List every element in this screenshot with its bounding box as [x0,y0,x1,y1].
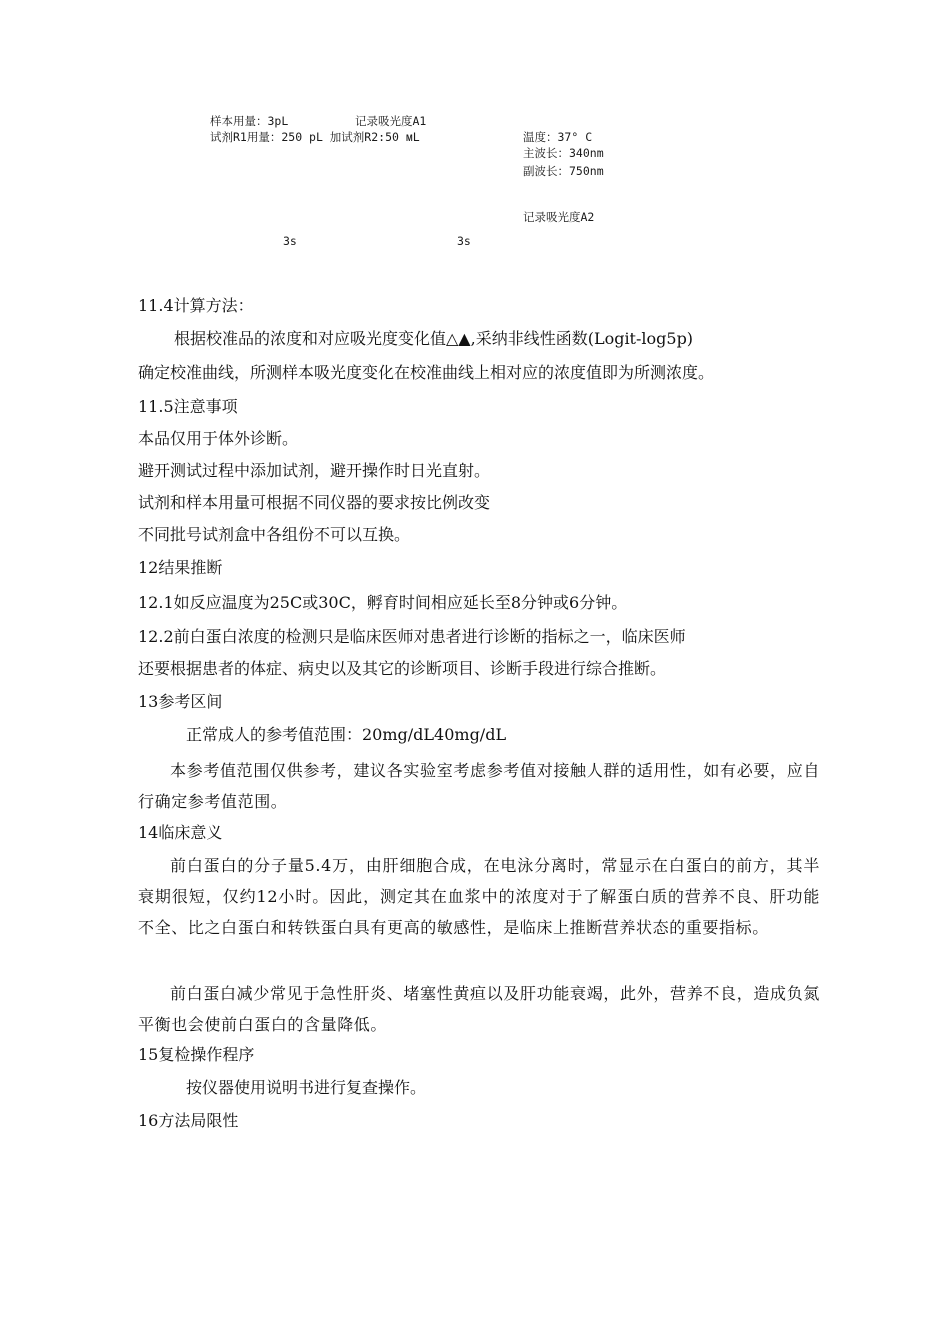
reference-range-text: 正常成人的参考值范围：20mg/dL40mg/dL [186,725,507,744]
section-12-heading: 12结果推断 [138,558,223,577]
section-14-heading: 14临床意义 [138,823,223,842]
precaution-item: 试剂和样本用量可根据不同仪器的要求按比例改变 [138,493,491,512]
record-a1-label: 记录吸光度A1 [355,114,427,128]
reagent-r1-label: 试剂R1用量：250 pL 加试剂R2:50 ᴍL [210,130,420,144]
reference-note-paragraph: 本参考值范围仅供参考，建议各实验室考虑参考值对接触人群的适用性，如有必要，应自行确定参考值范围。 [138,761,820,811]
section-11-4-line-1: 根据校准品的浓度和对应吸光度变化值△▲,采纳非线性函数(Logit-log5p) [174,329,694,348]
section-12-2-line-1: 12.2前白蛋白浓度的检测只是临床医师对患者进行诊断的指标之一，临床医师 [138,627,686,646]
sample-volume-label: 样本用量：3pL [210,114,289,128]
time-label-1: 3s [283,234,297,248]
section-12-1-text: 12.1如反应温度为25C或30C，孵育时间相应延长至8分钟或6分钟。 [138,593,628,612]
section-11-4-line-2: 确定校准曲线，所测样本吸光度变化在校准曲线上相对应的浓度值即为所测浓度。 [138,363,715,382]
section-12-2-line-2: 还要根据患者的体症、病史以及其它的诊断项目、诊断手段进行综合推断。 [138,659,667,678]
temperature-label: 温度：37° C [523,130,593,144]
main-wavelength-label: 主波长：340nm [523,146,604,160]
precaution-item: 不同批号试剂盒中各组份不可以互换。 [138,525,411,544]
precaution-item: 本品仅用于体外诊断。 [138,429,299,448]
section-16-heading: 16方法局限性 [138,1111,239,1130]
recheck-procedure-text: 按仪器使用说明书进行复查操作。 [186,1078,427,1097]
clinical-significance-paragraph-1: 前白蛋白的分子量5.4万，由肝细胞合成，在电泳分离时，常显示在白蛋白的前方，其半衰期很短，仅约12小时。因此，测定其在血浆中的浓度对于了解蛋白质的营养不良、肝功能不全、比之白蛋白和转铁蛋白具有更高的敏感性，是临床上推断营养状态的重要指标。 [138,856,820,937]
section-15-heading: 15复检操作程序 [138,1045,255,1064]
precaution-item: 避开测试过程中添加试剂，避开操作时日光直射。 [138,461,491,480]
sub-wavelength-label: 副波长：750nm [523,164,604,178]
section-13-heading: 13参考区间 [138,692,223,711]
time-label-2: 3s [457,234,471,248]
section-11-4-heading: 11.4计算方法： [138,296,254,315]
clinical-significance-paragraph-2: 前白蛋白减少常见于急性肝炎、堵塞性黄疸以及肝功能衰竭，此外，营养不良，造成负氮平衡也会使前白蛋白的含量降低。 [138,984,820,1034]
record-a2-label: 记录吸光度A2 [523,210,595,224]
section-11-5-heading: 11.5注意事项 [138,397,238,416]
